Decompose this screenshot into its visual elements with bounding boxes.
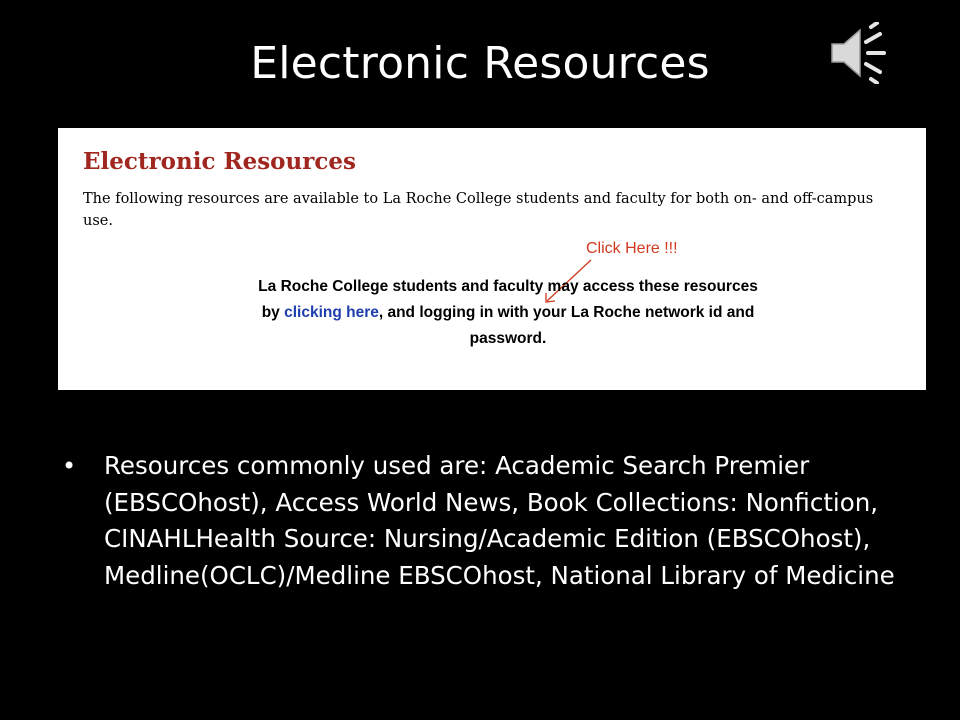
instructions-after-link: , and logging in with your La Roche network id and password. xyxy=(378,304,755,347)
bullet-list xyxy=(62,448,922,594)
clicking-here-link[interactable]: clicking here xyxy=(284,304,379,321)
list-item xyxy=(62,448,922,594)
access-instructions xyxy=(258,274,758,352)
bullet-text: Resources commonly used are: Academic Search Premier (EBSCOhost), Access World News, Book Collections: Nonfiction, CINAHLHealth Source: Nursing/Academic Edition (EBSCOhost), Medline(OCLC)/Medline EBSCOhost, National Library of Medicine xyxy=(104,451,895,590)
bullet-dot-icon: • xyxy=(62,452,77,480)
screenshot-heading: Electronic Resources xyxy=(83,148,356,175)
instructions-before-link: La Roche College students and faculty may access these resources by xyxy=(258,278,758,321)
resources-screenshot xyxy=(58,128,926,390)
speaker-audio-icon[interactable] xyxy=(826,22,898,84)
slide-title: Electronic Resources xyxy=(250,38,710,89)
screenshot-intro-text: The following resources are available to La Roche College students and faculty for both on- and off-campus use. xyxy=(83,191,874,229)
click-here-callout: Click Here !!! xyxy=(586,240,678,257)
